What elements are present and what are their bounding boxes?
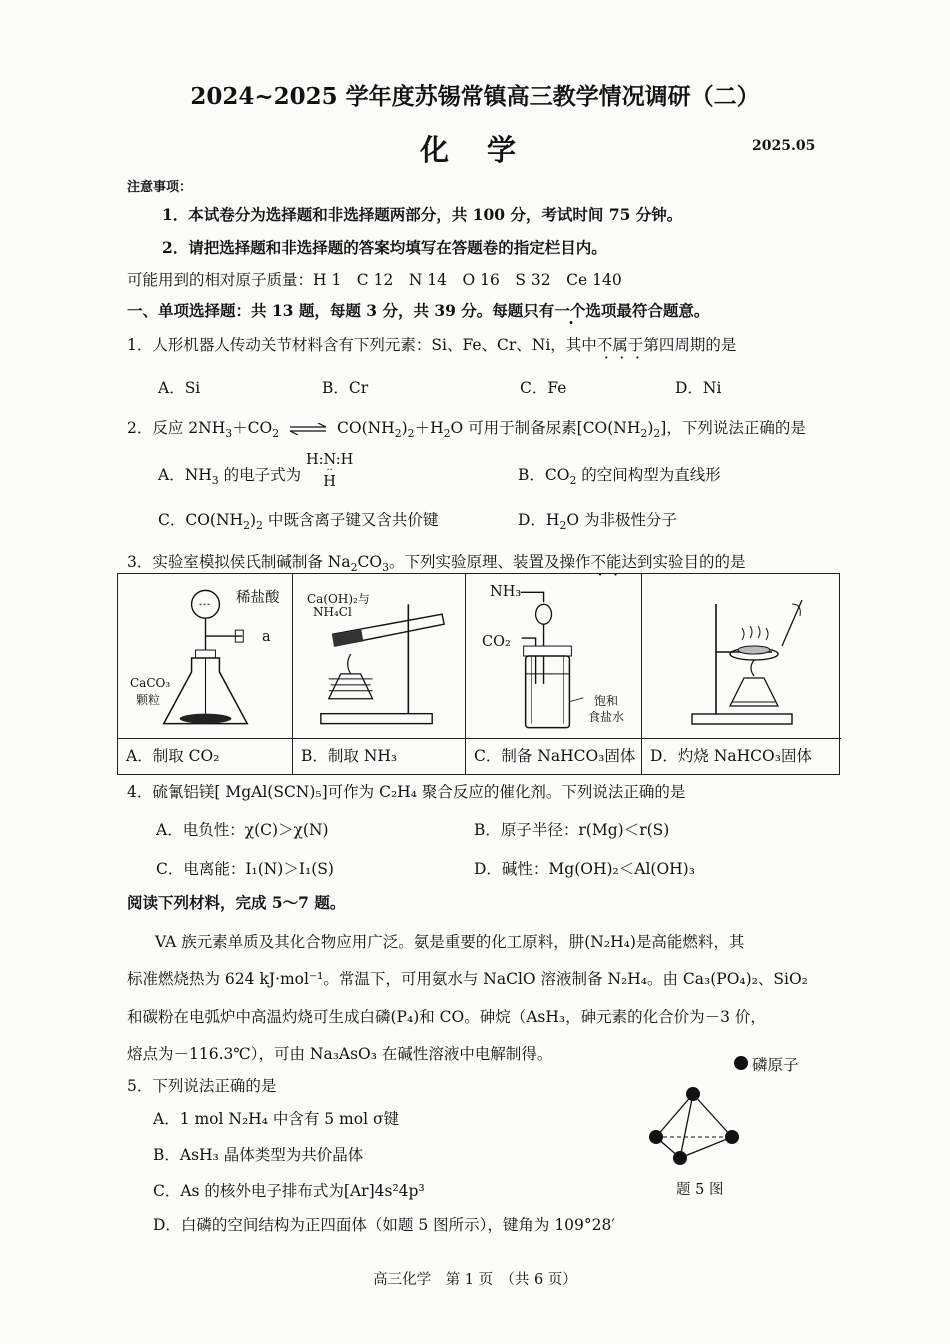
q4-option-c: C．电离能：I₁(N)＞I₁(S) bbox=[156, 860, 334, 878]
label-granules: 颗粒 bbox=[136, 693, 161, 707]
question-2-stem: 2．反应 $2NH_3+CO_2$ $CO(NH_2)_2+H_2O$ 可用于制备尿素$[CO(NH_2)_2]$，下列说法正确的是 bbox=[127, 419, 806, 441]
equilibrium-arrow-icon bbox=[288, 423, 328, 435]
figure-5-caption: 题 5 图 bbox=[676, 1182, 724, 1198]
p4-tetrahedron-figure bbox=[640, 1045, 830, 1175]
q3-cell-a bbox=[118, 574, 293, 774]
q4-option-b: B．原子半径：r(Mg)＜r(S) bbox=[474, 821, 670, 839]
atomic-masses: 可能用到的相对原子质量：H 1 C 12 N 14 O 16 S 32 Ce 140 bbox=[127, 271, 622, 289]
note-item: 1．本试卷分为选择题和非选择题两部分，共 100 分，考试时间 75 分钟。 bbox=[162, 205, 683, 224]
label-saturated: 饱和 bbox=[594, 694, 619, 708]
phosphorus-atom-legend: 磷原子 bbox=[752, 1056, 799, 1074]
label-brine: 食盐水 bbox=[588, 710, 625, 724]
q1-option-a: A．Si bbox=[158, 379, 201, 397]
nh3-lewis-structure: H:N:H ·· H bbox=[306, 452, 354, 490]
q3-cell-b bbox=[293, 574, 466, 774]
subject-title: 化 学 bbox=[419, 133, 531, 167]
label-nh3-inlet: NH₃ bbox=[490, 584, 522, 600]
q5-option-a: A．1 mol N₂H₄ 中含有 5 mol σ键 bbox=[153, 1110, 400, 1128]
q5-option-d: D．白磷的空间结构为正四面体（如题 5 图所示），键角为 109°28′ bbox=[153, 1216, 615, 1234]
exam-date: 2025.05 bbox=[752, 138, 816, 154]
q1-option-c: C．Fe bbox=[520, 379, 567, 397]
reading-line: 和碳粉在电弧炉中高温灼烧可生成白磷(P₄)和 CO。砷烷（AsH₃，砷元素的化合价为－3 价， bbox=[127, 1008, 766, 1026]
q5-option-b: B．AsH₃ 晶体类型为共价晶体 bbox=[153, 1146, 364, 1164]
q2-option-a: A．$NH_3$ 的电子式为 bbox=[158, 466, 302, 488]
notes-heading: 注意事项： bbox=[127, 180, 193, 195]
question-5-stem: 5．下列说法正确的是 bbox=[127, 1077, 277, 1095]
question-3-stem: 3．实验室模拟侯氏制碱制备 $Na_2CO_3$。下列实验原理、装置及操作不能达到实验目的的是 bbox=[127, 553, 746, 575]
label-valve-a: a bbox=[262, 629, 271, 645]
label-caoh2: Ca(OH)₂与 bbox=[307, 592, 370, 606]
q2-option-b: B．$CO_2$ 的空间构型为直线形 bbox=[518, 466, 721, 488]
exam-title: 2024~2025 学年度苏锡常镇高三教学情况调研（二） bbox=[190, 83, 760, 110]
reading-line: 标准燃烧热为 624 kJ·mol⁻¹。常温下，可用氨水与 NaClO 溶液制备 N₂H₄。由 Ca₃(PO₄)₂、SiO₂ bbox=[127, 970, 808, 988]
reading-line: VA 族元素单质及其化合物应用广泛。氨是重要的化工原料，肼(N₂H₄)是高能燃料，其 bbox=[155, 933, 745, 951]
section-heading: 一、单项选择题：共 13 题，每题 3 分，共 39 分。每题只有一个选项最符合题意。 bbox=[127, 301, 710, 320]
q4-option-d: D．碱性：Mg(OH)₂＜Al(OH)₃ bbox=[474, 860, 695, 878]
q3-caption-a: A．制取 CO₂ bbox=[118, 738, 292, 774]
reading-line: 熔点为－116.3℃），可由 Na₃AsO₃ 在碱性溶液中电解制得。 bbox=[127, 1045, 553, 1063]
q3-caption-d: D．灼烧 NaHCO₃固体 bbox=[642, 738, 841, 774]
q5-option-c: C．As 的核外电子排布式为[Ar]4s²4p³ bbox=[153, 1182, 425, 1200]
q3-cell-c bbox=[466, 574, 642, 774]
phosphorus-atom-legend-icon bbox=[734, 1056, 748, 1070]
q2-option-d: D．$H_2O$ 为非极性分子 bbox=[518, 511, 677, 533]
q1-option-b: B．Cr bbox=[322, 379, 369, 397]
label-nh4cl: NH₄Cl bbox=[313, 605, 352, 619]
q3-caption-b: B．制取 NH₃ bbox=[293, 738, 465, 774]
page-footer: 高三化学 第 1 页 （共 6 页） bbox=[373, 1272, 577, 1288]
q1-option-d: D．Ni bbox=[675, 379, 722, 397]
q4-option-a: A．电负性：χ(C)＞χ(N) bbox=[156, 821, 329, 839]
q2-option-c: C．$CO(NH_2)_2$ 中既含离子键又含共价键 bbox=[158, 511, 439, 533]
q3-apparatus-table bbox=[117, 573, 840, 775]
label-caco3: CaCO₃ bbox=[130, 676, 171, 690]
question-1-stem: 1．人形机器人传动关节材料含有下列元素：Si、Fe、Cr、Ni，其中不属于第四周期的是 bbox=[127, 336, 737, 354]
label-co2-inlet: CO₂ bbox=[482, 634, 511, 650]
reading-heading: 阅读下列材料，完成 5～7 题。 bbox=[127, 893, 346, 912]
label-dilute-hcl: 稀盐酸 bbox=[236, 590, 280, 606]
question-4-stem: 4．硫氰铝镁[ MgAl(SCN)₅]可作为 C₂H₄ 聚合反应的催化剂。下列说法正确的是 bbox=[127, 783, 686, 801]
q3-caption-c: C．制备 NaHCO₃固体 bbox=[466, 738, 641, 774]
calcination-apparatus bbox=[642, 574, 841, 738]
q3-cell-d bbox=[642, 574, 841, 774]
note-item: 2．请把选择题和非选择题的答案均填写在答题卷的指定栏目内。 bbox=[162, 238, 607, 257]
